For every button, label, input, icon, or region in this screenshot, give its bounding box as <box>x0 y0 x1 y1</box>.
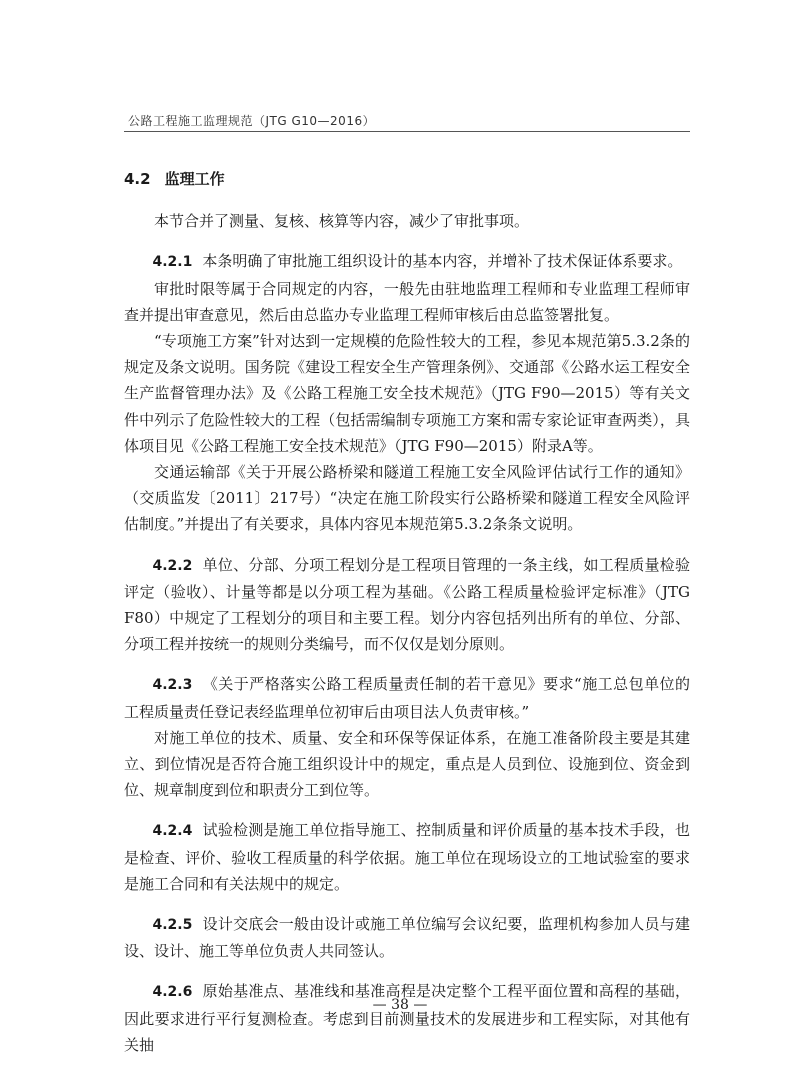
clause-paragraph: 对施工单位的技术、质量、安全和环保等保证体系，在施工准备阶段主要是其建立、到位情况是否符合施工组织设计中的规定，重点是人员到位、设施到位、资金到位、规章制度到位和职责分工到位等。 <box>124 728 690 800</box>
clause-number: 4.2.2 <box>152 557 193 574</box>
clause-paragraph: “专项施工方案”针对达到一定规模的危险性较大的工程，参见本规范第5.3.2条的规定及条文说明。国务院《建设工程安全生产管理条例》、交通部《公路水运工程安全生产监督管理办法》及《公路工程施工安全技术规范》（JTG F90—2015）等有关文件中列示了危险性较大的工程（包括需编制专项施工方案和需专家论证审查两类），具体项目见《公路工程施工安全技术规范》（JTG F90—2015）附录A等。 <box>124 332 690 455</box>
clause-text: 设计交底会一般由设计或施工单位编写会议纪要，监理机构参加人员与建设、设计、施工等单位负责人共同签认。 <box>124 915 690 961</box>
section-heading <box>124 166 690 192</box>
clause-4-2-6 <box>124 978 690 1058</box>
section-number: 4.2 <box>124 170 151 188</box>
clause-text: 原始基准点、基准线和基准高程是决定整个工程平面位置和高程的基础，因此要求进行平行复测检查。考虑到目前测量技术的发展进步和工程实际，对其他有关抽 <box>124 982 690 1054</box>
clause-4-2-2 <box>124 552 690 658</box>
clause-4-2-1 <box>124 248 690 275</box>
clause-text: 本条明确了审批施工组织设计的基本内容，并增补了技术保证体系要求。 <box>202 252 683 271</box>
page-content <box>124 166 690 1058</box>
page-number: — 38 — <box>372 997 428 1013</box>
clause-text: 《关于严格落实公路工程质量责任制的若干意见》要求“施工总包单位的工程质量责任登记表经监理单位初审后由项目法人负责审核。” <box>124 675 690 721</box>
section-title: 监理工作 <box>164 170 225 188</box>
clause-4-2-3 <box>124 671 690 724</box>
clause-number: 4.2.6 <box>152 984 193 1001</box>
clause-4-2-4 <box>124 817 690 897</box>
clause-text: 单位、分部、分项工程划分是工程项目管理的一条主线，如工程质量检验评定（验收）、计量等都是以分项工程为基础。《公路工程质量检验评定标准》（JTG F80）中规定了工程划分的项目和主要工程。划分内容包括列出所有的单位、分部、分项工程并按统一的规则分类编号，而不仅仅是划分原则。 <box>124 555 690 654</box>
clause-text: 试验检测是施工单位指导施工、控制质量和评价质量的基本技术手段，也是检查、评价、验收工程质量的科学依据。施工单位在现场设立的工地试验室的要求是施工合同和有关法规中的规定。 <box>124 821 690 893</box>
clause-number: 4.2.1 <box>152 254 193 271</box>
header-divider <box>124 131 690 132</box>
section-intro: 本节合并了测量、复核、核算等内容，减少了审批事项。 <box>154 212 530 231</box>
running-header: 公路工程施工监理规范（JTG G10—2016） <box>128 114 376 128</box>
clause-number: 4.2.3 <box>152 677 193 694</box>
clause-4-2-5 <box>124 911 690 964</box>
clause-number: 4.2.5 <box>152 917 193 934</box>
clause-paragraph: 交通运输部《关于开展公路桥梁和隧道工程施工安全风险评估试行工作的通知》（交质监发〔2011〕217号）“决定在施工阶段实行公路桥梁和隧道工程安全风险评估制度。”并提出了有关要求，具体内容见本规范第5.3.2条条文说明。 <box>124 463 690 534</box>
clause-paragraph: 审批时限等属于合同规定的内容，一般先由驻地监理工程师和专业监理工程师审查并提出审查意见，然后由总监办专业监理工程师审核后由总监签署批复。 <box>124 279 690 324</box>
clause-number: 4.2.4 <box>152 823 193 840</box>
